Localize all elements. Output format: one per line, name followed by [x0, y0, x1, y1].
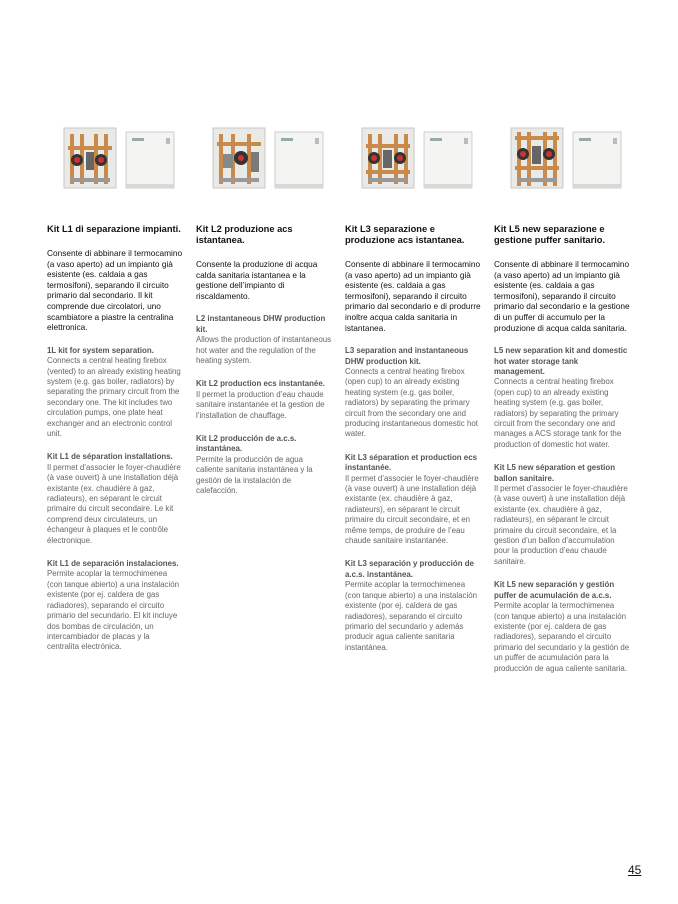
kit-l2-image [211, 126, 331, 192]
section-heading: L3 separation and instantaneous DHW production kit. [345, 346, 469, 366]
section-heading: Kit L5 new separación y gestión puffer de acumulación de a.c.s. [494, 580, 615, 600]
section-heading: Kit L1 de séparation installations. [47, 452, 173, 462]
kit-l5-spanish-section [494, 580, 630, 674]
kit-l2-title: Kit L2 produzione acs istantanea. [196, 224, 293, 245]
kit-l2-column [196, 224, 332, 509]
kit-l1-column [47, 224, 183, 666]
section-body: Il permet d’associer le foyer-chaudière (à vase ouvert) à une installation déjà existante (ex. chaudière à gaz, radiateurs), en séparant le circuit primaire du circuit secondaire, et en même temps, de produire de l’eau chaude sanitaire instantanée. [345, 473, 479, 546]
section-heading: Kit L2 production ecs instantanée. [196, 379, 325, 389]
section-heading: 1L kit for system separation. [47, 345, 154, 355]
kit-l3-column [345, 224, 481, 666]
kit-l5-column [494, 224, 630, 687]
kit-l2-italian-text: Consente la produzione di acqua calda sanitaria istantanea e la gestione dell’impianto di riscaldamento. [196, 259, 318, 301]
kit-l2-illustration [211, 126, 331, 192]
kit-l5-image [509, 126, 629, 192]
kit-l1-italian-text: Consente di abbinare il termocamino (a vaso aperto) ad un impianto già esistente (es. caldaia a gas termosifoni), separando il circuito primario dal secondario. Il kit comprende due circolatori, uno scambiatore a piastre la centralina elettronica. [47, 248, 183, 333]
kit-l1-english-section [47, 346, 183, 440]
kit-l3-illustration [360, 126, 480, 192]
section-body: Il permet d’associer le foyer-chaudière (à vase ouvert) à une installation déjà existante (ex. chaudière à gaz, radiateurs), en séparant le circuit primaire du circuit secondaire. Le kit comprend deux circulateurs, un échangeur à plaques et le contrôle électronique. [47, 462, 181, 545]
kit-l1-image [62, 126, 182, 192]
section-body: Connects a central heating firebox (open cup) to an already existing heating system (e.g. gas boiler, radiators) by separating the primary circuit from the secondary one and producing instantaneous domestic hot water. [345, 366, 478, 439]
kit-l5-illustration [509, 126, 629, 192]
section-heading: L2 instantaneous DHW production kit. [196, 314, 326, 334]
kit-l3-french-section [345, 453, 481, 547]
kit-l1-illustration [62, 126, 182, 192]
kit-l5-french-section [494, 463, 630, 567]
kit-l2-english-section [196, 314, 332, 366]
kit-l5-english-section [494, 346, 630, 450]
section-body: Permite acoplar la termochimenea (con tanque abierto) a una instalación existente (por ej. caldera de gas radiadores), separando el circuito primario del secundario. El kit incluye dos bombas de circulación, un intercambiador de placas y la centralita electrónica. [47, 569, 180, 652]
section-body: Permite acoplar la termochimenea (con tanque abierto) a una instalación existente (por ej. caldera de gas radiadores), separando el circuito primario del secundario y además producir agua caliente sanitaria instantánea. [345, 580, 478, 652]
section-heading: Kit L5 new séparation et gestion ballon sanitaire. [494, 463, 616, 483]
section-body: Connects a central heating firebox (open cup) to an already existing heating system (e.g. gas boiler, radiators) by separating the primary circuit from the secondary one and manages a ACS storage tank for the production of domestic hot water. [494, 377, 622, 449]
section-heading: Kit L3 séparation et production ecs instantanée. [345, 452, 477, 473]
section-heading: Kit L1 de separación instalaciones. [47, 559, 179, 569]
section-body: Permite acoplar la termochimenea (con tanque abierto) a una instalación existente (por ej. caldera de gas radiadores), separando el circuito primario del secundario y la gestión de un puffer de acumulación para la producción de agua caliente sanitaria. [494, 601, 630, 673]
section-body: Il permet d’associer le foyer-chaudière (à vase ouvert) à une installation déjà existante (ex. chaudière à gaz, radiateurs), en séparant le circuit primaire du circuit secondaire, et la gestion d’un ballon d’accumulation pour la production d’eau chaude sanitaire. [494, 484, 628, 566]
section-body: Il permet la production d’eau chaude sanitaire instantanée et la gestion de l’installation de chauffage. [196, 389, 325, 420]
kit-l3-spanish-section [345, 559, 481, 653]
section-heading: Kit L2 producción de a.c.s. instantánea. [196, 434, 297, 454]
kit-l5-italian-text: Consente di abbinare il termocamino (a vaso aperto) ad un impianto già esistente (es. caldaia a gas termosifoni), separando il circuito primario dal secondario e la gestione di un puffer di accumulo per la produzione di acqua calda sanitaria. [494, 259, 630, 333]
section-body: Connects a central heating firebox (vented) to an already existing heating system (e.g. gas boiler, radiators) by separating the primary circuit from the secondary one. The kit includes two circulation pumps, one plate heat exchanger and an electronic control unit. [47, 356, 181, 438]
kit-l1-french-section [47, 452, 183, 546]
kit-l2-french-section [196, 379, 332, 421]
section-body: Permite la producción de agua caliente sanitaria instantánea y la gestión de la instalación de calefacción. [196, 454, 313, 496]
section-heading: Kit L3 separación y producción de a.c.s. instantánea. [345, 559, 474, 579]
kit-l2-spanish-section [196, 434, 332, 496]
kit-l1-title: Kit L1 di separazione impianti. [47, 224, 181, 234]
page-number: 45 [628, 863, 642, 877]
section-body: Allows the production of instantaneous hot water and the regulation of the heating system. [196, 335, 332, 365]
kit-l3-italian-text: Consente di abbinare il termocamino (a vaso aperto) ad un impianto già esistente (es. caldaia a gas termosifoni), separando il circuito primario dal secondario e di produrre inoltre acqua calda sanitaria in istantanea. [345, 259, 481, 333]
kit-l3-english-section [345, 346, 481, 440]
section-heading: L5 new separation kit and domestic hot water storage tank management. [494, 346, 628, 376]
kit-l3-title: Kit L3 separazione e produzione acs istantanea. [345, 224, 465, 245]
kit-l1-spanish-section [47, 559, 183, 653]
kit-l5-title: Kit L5 new separazione e gestione puffer sanitario. [494, 224, 606, 245]
kit-l3-image [360, 126, 480, 192]
